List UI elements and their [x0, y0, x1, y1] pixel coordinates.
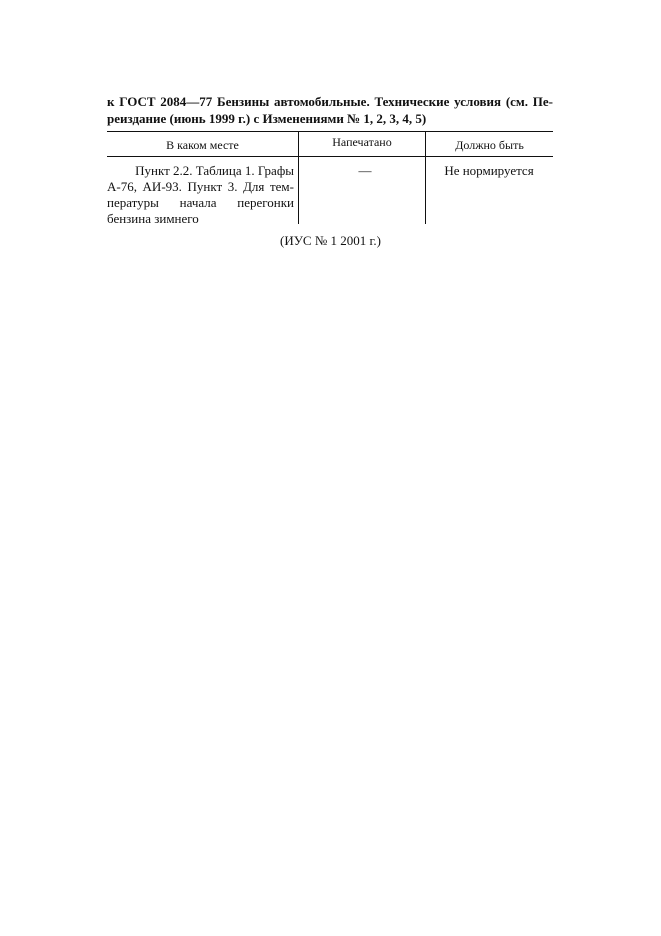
place-line-1: Пункт 2.2. Таблица 1. Графы	[135, 163, 294, 178]
source-note: (ИУС № 1 2001 г.)	[280, 233, 381, 248]
table-row-should-be-cell: Не нормируется	[444, 163, 534, 178]
header-should-be: Должно быть	[455, 138, 524, 152]
table-row-place-cell	[107, 163, 294, 227]
header-place: В каком месте	[166, 138, 239, 152]
table-header-rule	[107, 156, 553, 157]
place-line-4: бензина зимнего	[107, 211, 199, 226]
header-printed: Напечатано	[332, 135, 392, 149]
place-line-2: А-76, АИ-93. Пункт 3. Для тем-	[107, 179, 294, 194]
heading-line-2: реиздание (июнь 1999 г.) с Изменениями № 1, 2, 3, 4, 5)	[107, 111, 427, 126]
table-row-printed-cell: —	[358, 163, 372, 178]
place-line-3: пературы начала перегонки	[107, 195, 294, 210]
table-top-rule	[107, 131, 553, 132]
heading-line-1: к ГОСТ 2084—77 Бензины автомобильные. Технические условия (см. Пе-	[107, 94, 553, 109]
correction-heading	[107, 93, 553, 127]
